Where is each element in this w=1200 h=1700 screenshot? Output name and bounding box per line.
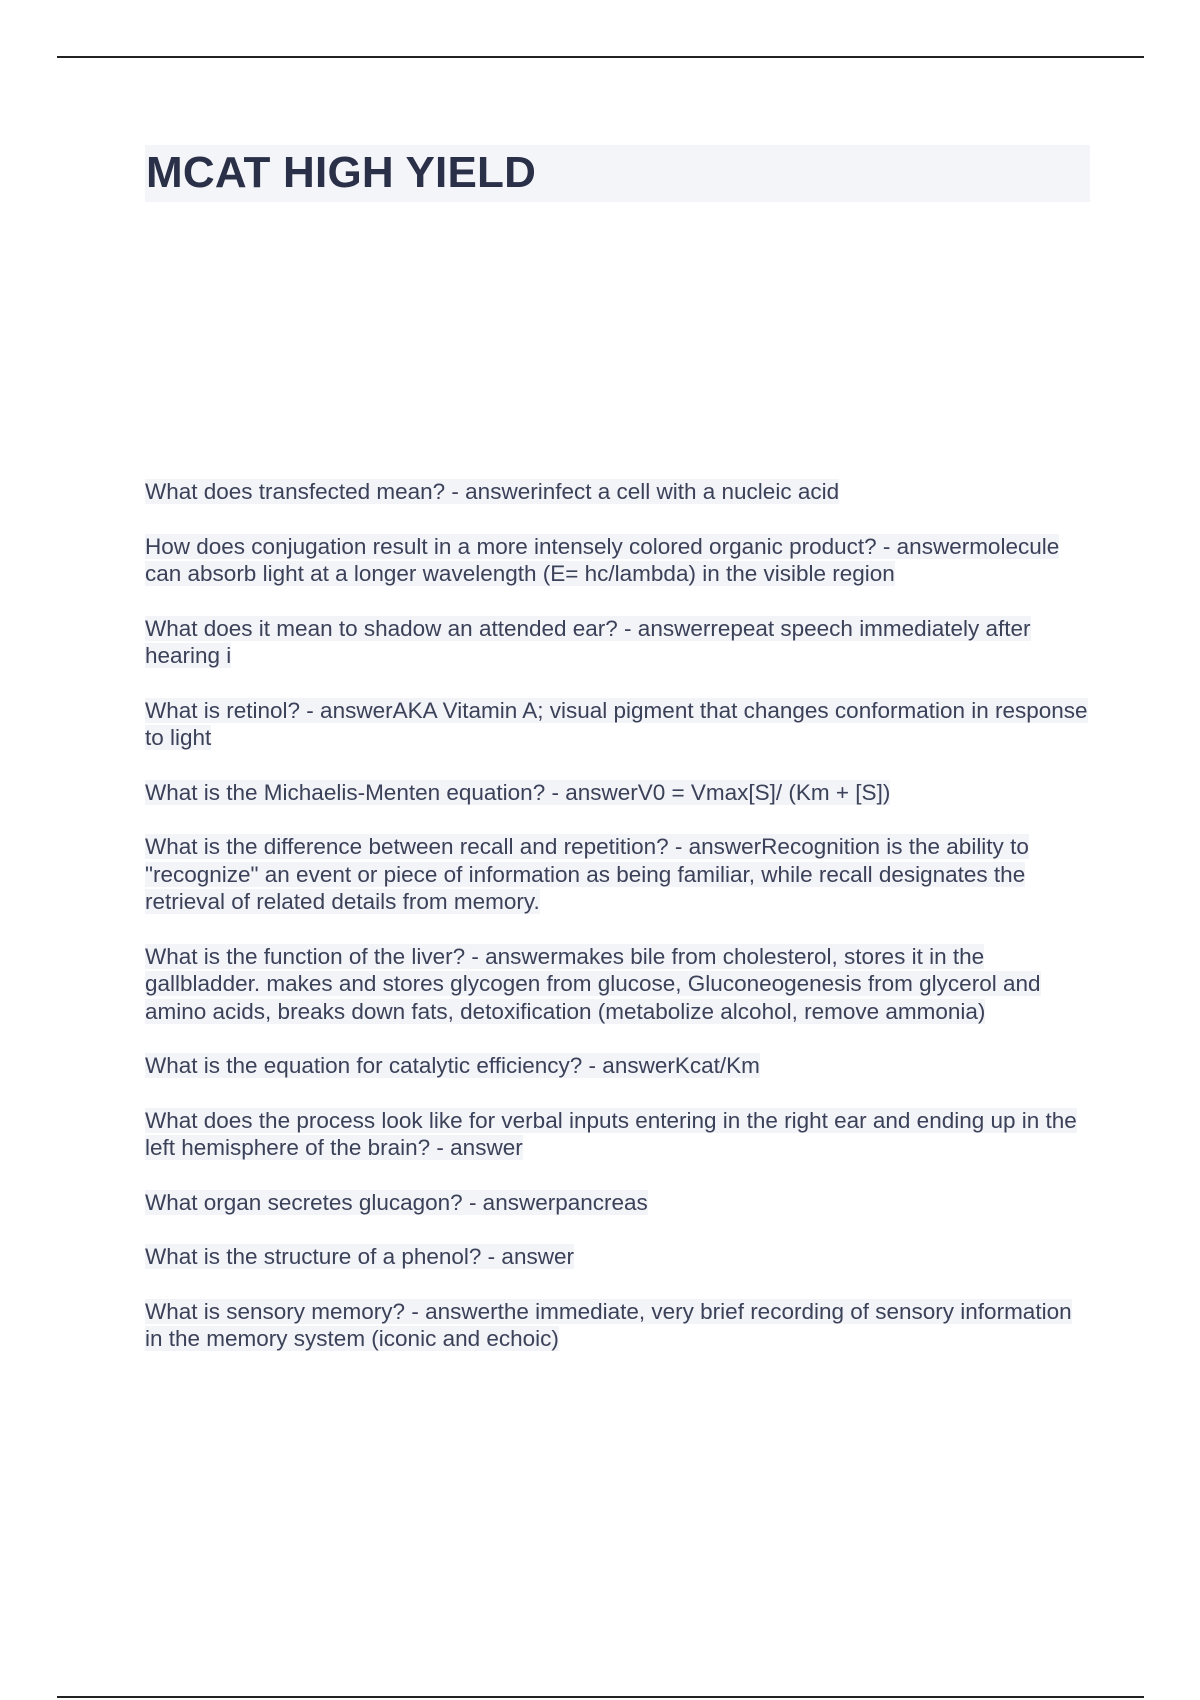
qa-item xyxy=(145,1052,1090,1080)
qa-item xyxy=(145,615,1090,670)
qa-text: What is the structure of a phenol? - answer xyxy=(145,1244,574,1269)
qa-text: What does it mean to shadow an attended ear? - answerrepeat speech immediately after hearing i xyxy=(145,615,1031,668)
qa-item xyxy=(145,779,1090,807)
qa-text: What does transfected mean? - answerinfect a cell with a nucleic acid xyxy=(145,479,840,504)
qa-item xyxy=(145,478,1090,506)
qa-item xyxy=(145,1189,1090,1217)
bottom-divider xyxy=(57,1696,1144,1698)
qa-item xyxy=(145,833,1090,916)
qa-text: What is sensory memory? - answerthe immediate, very brief recording of sensory information in the memory system (iconic and echoic) xyxy=(145,1298,1072,1351)
qa-text: What does the process look like for verbal inputs entering in the right ear and ending up in the left hemisphere of the brain? - answer xyxy=(145,1107,1077,1160)
qa-item xyxy=(145,943,1090,1026)
qa-list xyxy=(145,478,1090,1380)
qa-item xyxy=(145,1243,1090,1271)
page-title: MCAT HIGH YIELD xyxy=(146,148,537,197)
qa-text: What is the difference between recall and repetition? - answerRecognition is the ability to "recognize" an event or piece of information as being familiar, while recall designates the retrieval of related details from memory. xyxy=(145,834,1029,914)
top-divider xyxy=(57,56,1144,58)
qa-text: What organ secretes glucagon? - answerpancreas xyxy=(145,1189,648,1215)
qa-item xyxy=(145,533,1090,588)
qa-text: What is the function of the liver? - answermakes bile from cholesterol, stores it in the gallbladder. makes and stores glycogen from glucose, Gluconeogenesis from glycerol and amino acids, breaks down fats, detoxification (metabolize alcohol, remove ammonia) xyxy=(145,943,1041,1024)
qa-text: How does conjugation result in a more intensely colored organic product? - answermolecule can absorb light at a longer wavelength (E= hc/lambda) in the visible region xyxy=(145,533,1060,586)
qa-item xyxy=(145,697,1090,752)
qa-text: What is the Michaelis-Menten equation? - answerV0 = Vmax[S]/ (Km + [S]) xyxy=(145,779,891,805)
qa-text: What is the equation for catalytic efficiency? - answerKcat/Km xyxy=(145,1053,760,1078)
qa-item xyxy=(145,1107,1090,1162)
qa-item xyxy=(145,1298,1090,1353)
qa-text: What is retinol? - answerAKA Vitamin A; visual pigment that changes conformation in response to light xyxy=(145,697,1088,750)
